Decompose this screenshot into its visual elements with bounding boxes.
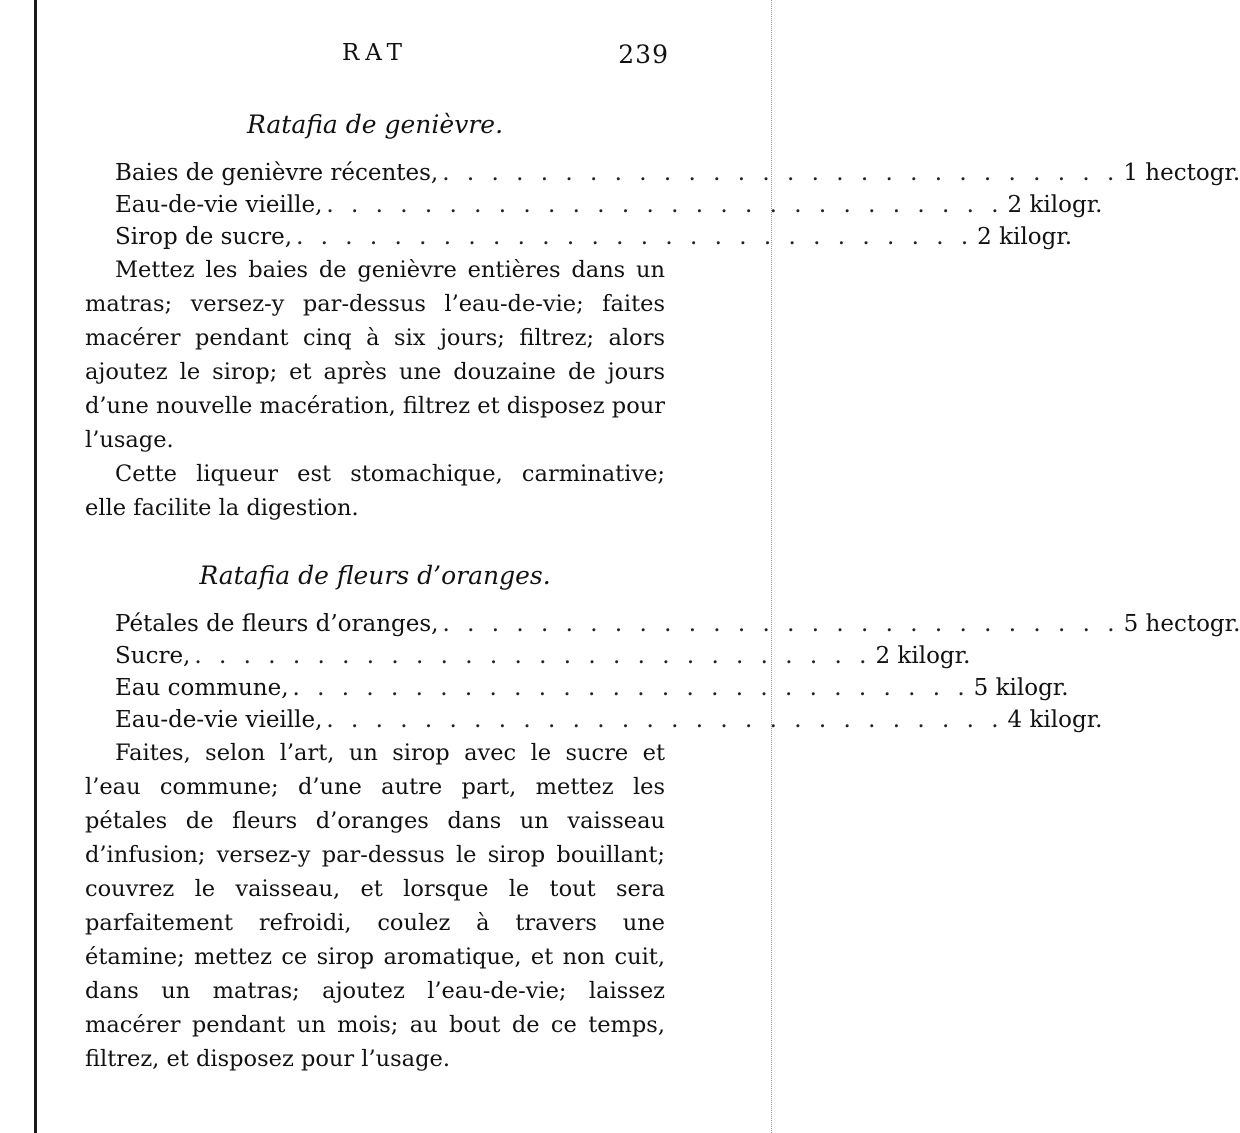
- ingredient-row: [85, 672, 1069, 704]
- recipe-section-genievre: [85, 110, 1240, 525]
- body-paragraph: Cette liqueur est stomachique, carminative; elle facilite la digestion.: [85, 461, 665, 521]
- section-gap: [85, 525, 665, 533]
- page-binding-edge: [34, 0, 37, 1133]
- running-head: [85, 30, 669, 82]
- ingredient-quantity: 1 hectogr.: [1123, 160, 1240, 186]
- ingredient-list: [85, 157, 1240, 253]
- section-title: Ratafia de fleurs d’oranges.: [199, 561, 551, 590]
- dot-leader: . . . . . . . . . . . . . . . . . . . . . . . . . . . .: [296, 224, 974, 250]
- ingredient-name: Eau commune,: [115, 675, 289, 701]
- ingredient-name: Baies de genièvre récentes,: [115, 160, 439, 186]
- ingredient-quantity: 4 kilogr.: [1007, 707, 1103, 733]
- ingredient-name: Eau-de-vie vieille,: [115, 192, 323, 218]
- ingredient-name: Pétales de fleurs d’oranges,: [115, 611, 439, 637]
- dot-leader: . . . . . . . . . . . . . . . . . . . . . . . . . . . .: [326, 192, 1004, 218]
- dot-leader: . . . . . . . . . . . . . . . . . . . . . . . . . . . .: [292, 675, 970, 701]
- ingredient-quantity: 2 kilogr.: [875, 643, 971, 669]
- ingredient-quantity: 5 hectogr.: [1123, 611, 1240, 637]
- ingredient-name: Sucre,: [115, 643, 191, 669]
- dot-leader: . . . . . . . . . . . . . . . . . . . . . . . . . . . .: [442, 611, 1120, 637]
- dot-leader: . . . . . . . . . . . . . . . . . . . . . . . . . . . .: [442, 160, 1120, 186]
- dot-leader: . . . . . . . . . . . . . . . . . . . . . . . . . . . .: [194, 643, 872, 669]
- dot-leader: . . . . . . . . . . . . . . . . . . . . . . . . . . . .: [326, 707, 1004, 733]
- ingredient-quantity: 5 kilogr.: [973, 675, 1069, 701]
- ingredient-row: [85, 221, 1073, 253]
- section-title: Ratafia de genièvre.: [246, 110, 504, 139]
- ingredient-quantity: 2 kilogr.: [977, 224, 1073, 250]
- ingredient-quantity: 2 kilogr.: [1007, 192, 1103, 218]
- body-paragraph: Faites, selon l’art, un sirop avec le sucre et l’eau commune; d’une autre part, mettez les pétales de fleurs d’oranges dans un vaisseau d’infusion; versez-y par-dessus le sirop bouillant; couvrez le vaisseau, et lorsque le tout sera parfaitement refroidi, coulez à travers une étamine; mettez ce sirop aromatique, et non cuit, dans un matras; ajoutez l’eau-de-vie; laissez macérer pendant un mois; au bout de ce temps, filtrez, et disposez pour l’usage.: [85, 740, 665, 1072]
- ingredient-row: [85, 608, 1240, 640]
- book-page: [85, 30, 1240, 1076]
- ingredient-name: Sirop de sucre,: [115, 224, 293, 250]
- page-number: 239: [618, 40, 669, 69]
- body-paragraph: Mettez les baies de genièvre entières dans un matras; versez-y par-dessus l’eau-de-vie; faites macérer pendant cinq à six jours; filtrez; alors ajoutez le sirop; et après une douzaine de jours d’une nouvelle macération, filtrez et disposez pour l’usage.: [85, 257, 665, 453]
- ingredient-list: [85, 608, 1240, 736]
- ingredient-name: Eau-de-vie vieille,: [115, 707, 323, 733]
- running-head-title: RAT: [341, 40, 408, 66]
- recipe-section-fleurs-oranges: [85, 561, 1240, 1076]
- ingredient-row: [85, 189, 1103, 221]
- ingredient-row: [85, 704, 1103, 736]
- ingredient-row: [85, 157, 1240, 189]
- ingredient-row: [85, 640, 971, 672]
